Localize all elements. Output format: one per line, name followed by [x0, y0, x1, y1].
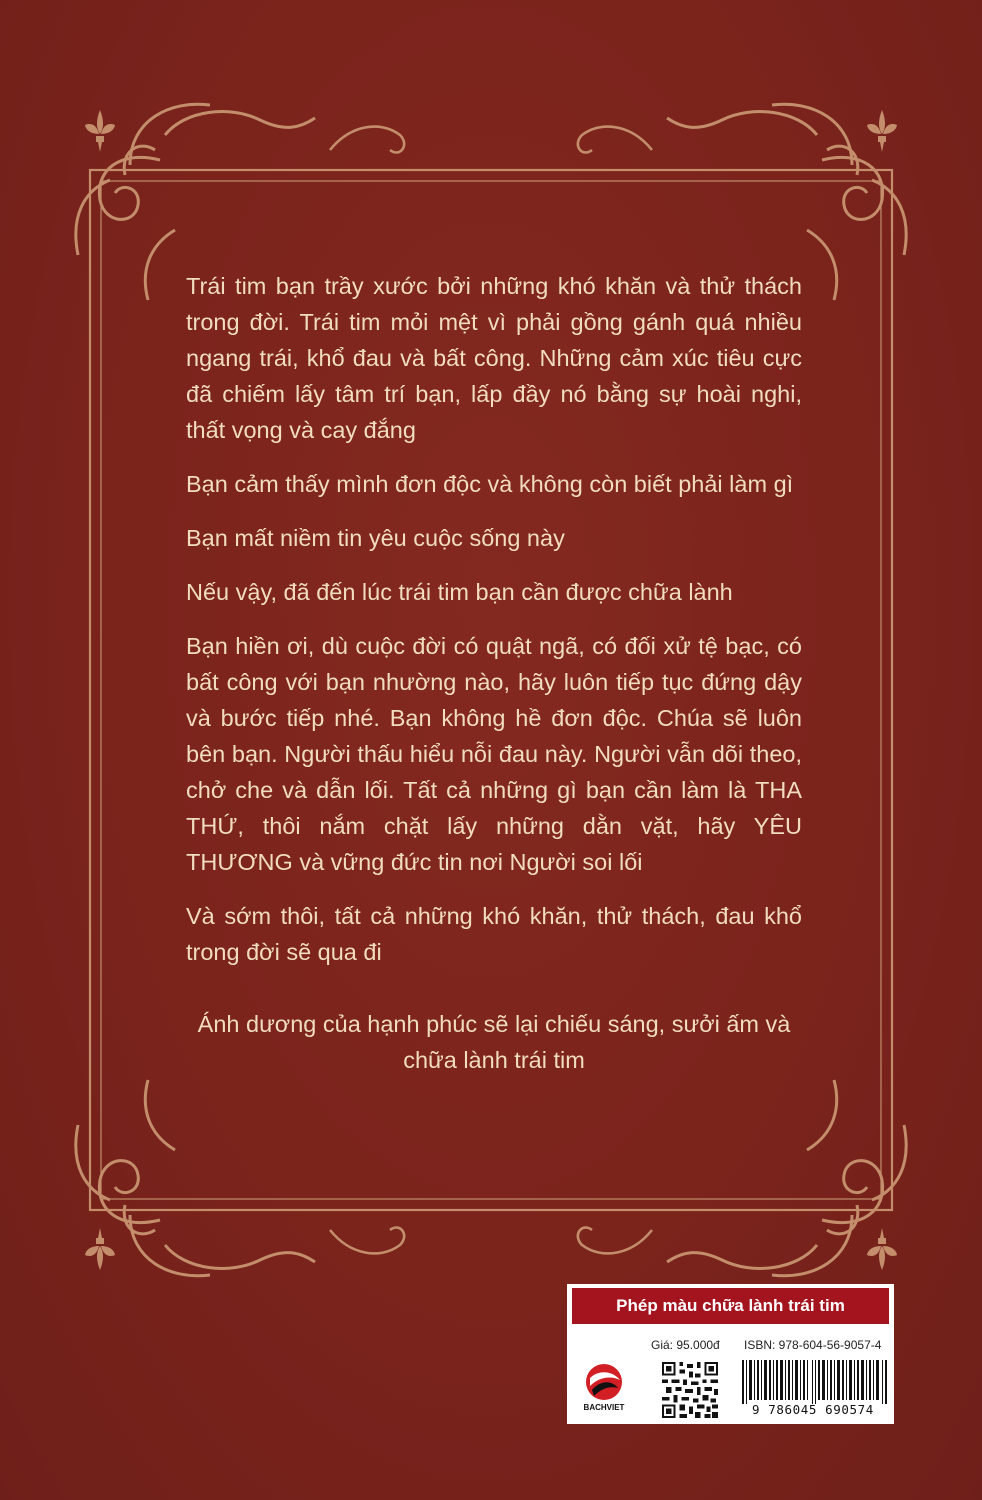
paragraph-1: Trái tim bạn trầy xước bởi những khó khăn và thử thách trong đời. Trái tim mỏi mệt vì phải gồng gánh quá nhiều ngang trái, khổ đau và bất công. Những cảm xúc tiêu cực đã chiếm lấy tâm trí bạn, lấp đầy nó bằng sự hoài nghi, thất vọng và cay đắng: [186, 273, 802, 443]
closing-quote: [186, 1006, 802, 1078]
isbn: ISBN: 978-604-56-9057-4: [744, 1338, 882, 1352]
blurb: [186, 268, 802, 988]
book-title: Phép màu chữa lành trái tim: [572, 1288, 889, 1324]
paragraph-3: Bạn mất niềm tin yêu cuộc sống này: [186, 525, 565, 551]
paragraph-6: Và sớm thôi, tất cả những khó khăn, thử thách, đau khổ trong đời sẽ qua đi: [186, 903, 802, 965]
barcode-number: 9 786045 690574: [752, 1402, 874, 1417]
paragraph-2: Bạn cảm thấy mình đơn độc và không còn biết phải làm gì: [186, 471, 794, 497]
closing-line-2: chữa lành trái tim: [403, 1047, 585, 1073]
qr-code-icon: [662, 1362, 718, 1418]
closing-line-1: Ánh dương của hạnh phúc sẽ lại chiếu sáng, sưởi ấm và: [197, 1011, 791, 1037]
barcode-icon: [742, 1360, 888, 1404]
paragraph-5: Bạn hiền ơi, dù cuộc đời có quật ngã, có đối xử tệ bạc, có bất công với bạn nhường nào, hãy luôn tiếp tục đứng dậy và bước tiếp nhé. Bạn không hề đơn độc. Chúa sẽ luôn bên bạn. Người thấu hiểu nỗi đau này. Người vẫn dõi theo, chở che và dẫn lối. Tất cả những gì bạn cần làm là THA THỨ, thôi nắm chặt lấy những dằn vặt, hãy YÊU THƯƠNG và vững đức tin nơi Người soi lối: [186, 633, 802, 875]
title-bar: [570, 1286, 891, 1326]
publisher-name: BACHVIET: [583, 1403, 625, 1412]
paragraph-4: Nếu vậy, đã đến lúc trái tim bạn cần được chữa lành: [186, 579, 733, 605]
price: Giá: 95.000đ: [651, 1338, 720, 1352]
